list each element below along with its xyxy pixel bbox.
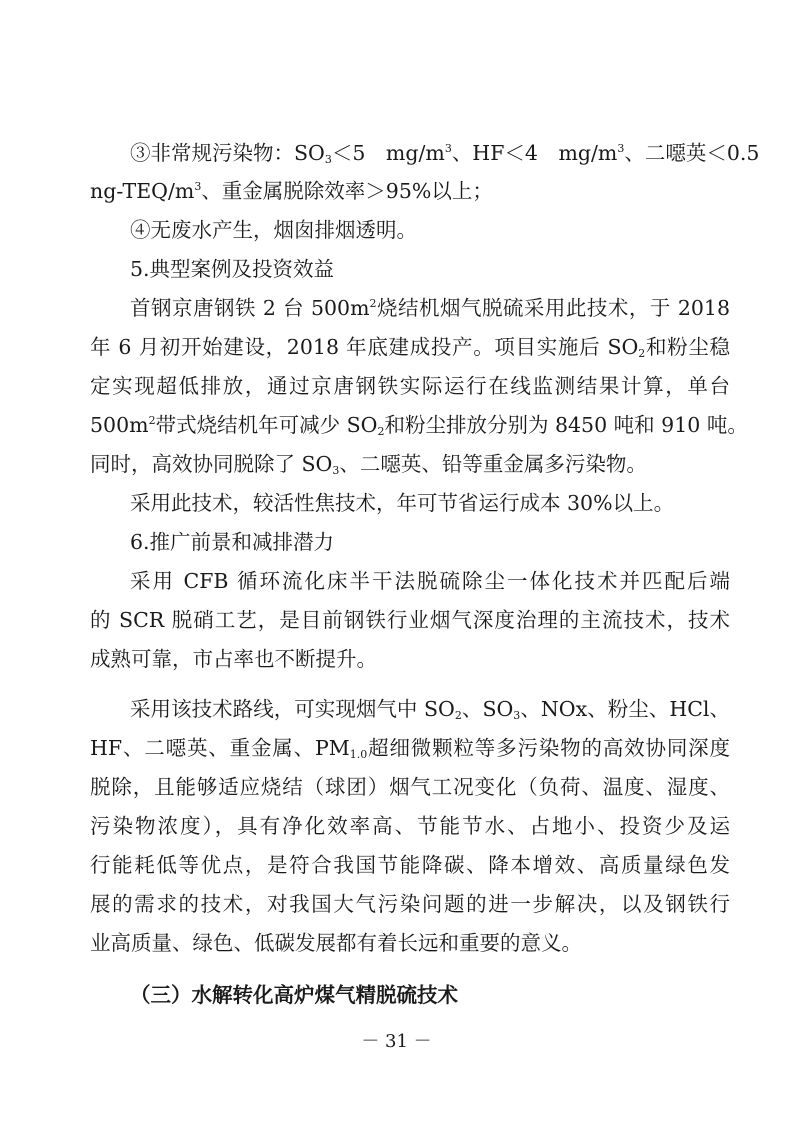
text-line: $500m^2$带式烧结机年可减少 $SO_2$和粉尘排放分别为 8450 吨和 910 吨。 <box>90 413 748 438</box>
text-line: 年 6 月初开始建设，2018 年底建成投产。项目实施后 $SO_2$和粉尘稳 <box>90 335 730 360</box>
text-line: ④无废水产生，烟囱排烟透明。 <box>130 218 417 242</box>
text-line: 采用 CFB 循环流化床半干法脱硫除尘一体化技术并匹配后端 <box>130 569 730 593</box>
text-line: 脱除，且能够适应烧结（球团）烟气工况变化（负荷、温度、湿度、 <box>90 775 730 799</box>
text-line: 定实现超低排放，通过京唐钢铁实际运行在线监测结果计算，单台 <box>90 374 730 398</box>
text-line: 行能耗低等优点，是符合我国节能降碳、降本增效、高质量绿色发 <box>90 853 730 877</box>
text-line: 展的需求的技术，对我国大气污染问题的进一步解决，以及钢铁行 <box>90 892 730 916</box>
text-line: 的 SCR 脱硝工艺，是目前钢铁行业烟气深度治理的主流技术，技术 <box>90 608 730 632</box>
text-line: 成熟可靠，市占率也不断提升。 <box>90 647 377 671</box>
text-line: 污染物浓度），具有净化效率高、节能节水、占地小、投资少及运 <box>90 814 730 838</box>
text-line: 同时，高效协同脱除了 $SO_3$、二噁英、铅等重金属多污染物。 <box>90 452 647 477</box>
section-heading: （三）水解转化高炉煤气精脱硫技术 <box>130 983 458 1007</box>
text-line: ③非常规污染物：$SO_3<5$ $mg/m^3$、HF＜4 $mg/m^3$、二噁英＜0.5 <box>130 141 760 166</box>
text-line: HF、二噁英、重金属、$PM_{1.0}$超细微颗粒等多污染物的高效协同深度 <box>90 736 731 761</box>
text-line: 业高质量、绿色、低碳发展都有着长远和重要的意义。 <box>90 931 582 955</box>
text-line: 采用此技术，较活性焦技术，年可节省运行成本 30%以上。 <box>130 491 675 515</box>
subheading-5: 5.典型案例及投资效益 <box>130 257 335 281</box>
text-line: $ng-TEQ/m^3$、重金属脱除效率＞95%以上； <box>90 179 493 203</box>
text-line: 采用该技术路线，可实现烟气中 $SO_2$、$SO_3$、NOx、粉尘、HCl、 <box>130 697 730 722</box>
page-number: － 31 － <box>361 1031 432 1052</box>
text-line: 首钢京唐钢铁 2 台 $500m^2$烧结机烟气脱硫采用此技术，于 2018 <box>130 296 730 320</box>
subheading-6: 6.推广前景和减排潜力 <box>130 530 335 554</box>
